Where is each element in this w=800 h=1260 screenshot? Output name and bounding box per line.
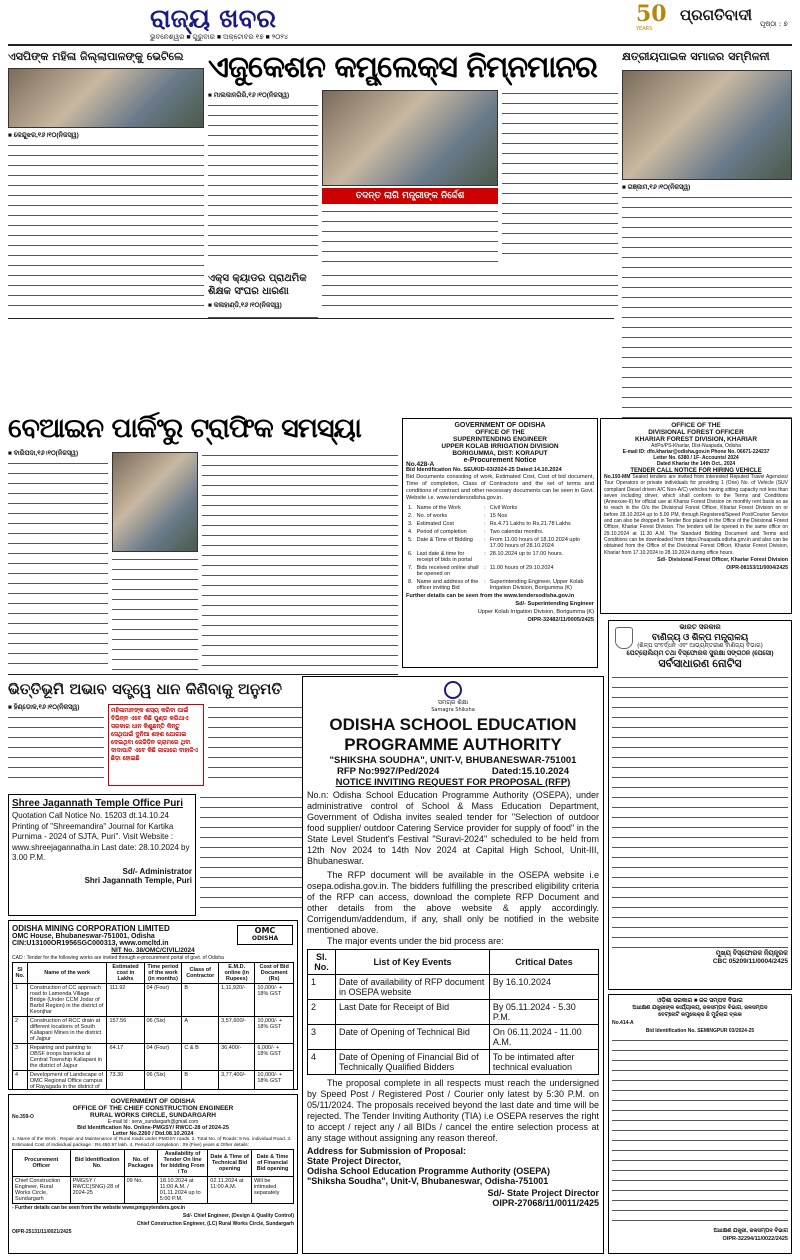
story3-dateline: ■ ଗଞ୍ଜାମ,୧୬।୧୦(ନିଜସ୍ୱ) bbox=[622, 184, 691, 191]
table-cell: 6,000/- + 18% GST bbox=[255, 1044, 294, 1071]
commerce-body bbox=[612, 674, 788, 950]
table-cell: 6. bbox=[408, 551, 413, 557]
table-cell: From 11.00 hours of 18.10.2024 upto 17.00 hours of 28.10.2024 bbox=[489, 537, 581, 549]
ad-upper-kolab bbox=[402, 418, 598, 668]
table-cell: 73.30 bbox=[107, 1071, 144, 1091]
table-cell: 3,77,400/- bbox=[219, 1071, 255, 1091]
story2-body-col2 bbox=[322, 208, 498, 264]
story6-dateline: ■ ହିଣ୍ଡୋଳ,୧୬।୧୦(ନିଜସ୍ୱ) bbox=[8, 704, 80, 711]
table-cell: Date & Time of Bidding bbox=[416, 537, 473, 543]
table-row bbox=[406, 512, 594, 520]
table-cell: Last date & time for receipt of bids in portal bbox=[416, 551, 472, 563]
story-sp-meets-collector bbox=[8, 48, 204, 314]
table-header-cell: Bid Identification No. bbox=[70, 1149, 124, 1176]
commerce-emblem-icon bbox=[615, 627, 633, 649]
ad-omc bbox=[8, 920, 298, 1090]
anniversary-number: 50 bbox=[636, 2, 667, 27]
table-cell: Repairing and painting to OBSF troops barracks at Central Township Kaliapani in the district of Jajpur bbox=[27, 1044, 107, 1071]
table-header-cell: Name of the work bbox=[27, 963, 107, 984]
story2-body-col3 bbox=[502, 90, 618, 262]
table-header-cell: Class of Contractor bbox=[182, 963, 219, 984]
ad-rw-l3: RURAL WORKS CIRCLE, SUNDARGARH bbox=[90, 1112, 216, 1119]
table-cell: 3. bbox=[408, 521, 413, 527]
story6-body-col1 bbox=[8, 714, 104, 786]
ad-kh-l7: Dated Khariar the 14th Oct., 2024 bbox=[656, 461, 736, 467]
story-teachers-dharana bbox=[208, 272, 618, 392]
story-education-complex bbox=[208, 48, 618, 268]
table-row bbox=[308, 975, 599, 1000]
table-cell: Period of completion bbox=[416, 529, 467, 535]
table-cell: Development of Landscape of OMC Regional Office campus of Rayagada in the district of bbox=[27, 1071, 107, 1091]
table-header-cell: Procurement Officer bbox=[13, 1149, 71, 1176]
osepa-t2: PROGRAMME AUTHORITY bbox=[344, 735, 562, 754]
ad-kh-l5: E-mail ID: dfo.khariar@odisha.gov.in Phone No. 06671-224237 bbox=[622, 449, 770, 455]
table-cell: 28.10.2024 up to 17.00 hours. bbox=[489, 551, 564, 557]
divider-1 bbox=[8, 318, 614, 319]
table-cell: Date of Opening of Technical Bid bbox=[336, 1025, 490, 1050]
table-header-cell: Sl. No. bbox=[308, 950, 336, 975]
ad-uk-l1: GOVERNMENT OF ODISHA bbox=[454, 422, 546, 429]
table-cell: B bbox=[182, 1071, 219, 1091]
story5-body-col3 bbox=[202, 452, 398, 670]
table-row bbox=[406, 564, 594, 578]
osepa-logo-l2: Samagra Shiksha bbox=[431, 707, 475, 713]
ad-omc-l2: OMC House, Bhubaneswar-751001, Odisha bbox=[12, 933, 155, 940]
ad-rw-l5: Bid Identification No. Online-PMGSY/ RWCC-28 of 2024-25 bbox=[77, 1125, 229, 1131]
commerce-l1: ଭାରତ ସରକାର bbox=[679, 624, 721, 631]
commerce-sign: ମୁଖ୍ୟ ବିସ୍ଫୋରକ ନିୟନ୍ତ୍ରକ bbox=[715, 950, 788, 957]
ad-omc-l3: CIN:U13100OR1956SGC000313, www.omcltd.in bbox=[12, 940, 169, 947]
commerce-l3: (ଶିଳ୍ପ ସଂବର୍ଦ୍ଧନ ଏବଂ ଆଭ୍ୟନ୍ତରୀଣ ବାଣିଜ୍ୟ ବିଭାଗ) bbox=[637, 643, 763, 649]
table-row bbox=[406, 528, 594, 536]
ad-rw-sign: Sd/- Chief Engineer, (Design & Quality Control) bbox=[182, 1212, 294, 1219]
story-illegal-parking bbox=[8, 412, 398, 670]
table-cell: By 16.10.2024 bbox=[489, 975, 598, 1000]
ad-uk-l4: UPPER KOLAB IRRIGATION DIVISION bbox=[441, 443, 559, 450]
osepa-oipr: OIPR-27068/11/0011/2425 bbox=[492, 1198, 599, 1208]
table-row bbox=[308, 1050, 599, 1075]
ad-uk-sign2: Upper Kolab Irrigation Division, Borigumma (K) bbox=[477, 609, 594, 615]
paper-name: ପ୍ରଗତିବାଦୀ bbox=[680, 6, 753, 24]
table-cell: Superintending Engineer, Upper Kolab Irrigation Division, Borigumma (K) bbox=[489, 579, 584, 591]
table-cell: 04 (Four) bbox=[144, 1044, 182, 1071]
table-cell: : bbox=[484, 565, 486, 571]
table-cell: A bbox=[182, 1017, 219, 1044]
table-row bbox=[406, 536, 594, 550]
table-cell: 02.11.2024 at 11:00 A.M. bbox=[208, 1176, 252, 1203]
table-header-cell: No. of Packages bbox=[124, 1149, 157, 1176]
ad-kh-l2: DIVISIONAL FOREST OFFICER bbox=[648, 429, 744, 436]
ad-kh-body-text: Sealed tenders are invited from interested Reputed Travel Agencies/ Tour Operators or private individuals for providing 1 (One) No. of Vehicle (SUV compliant Diesel driven A/C Non-A/C) vehicles having sitting capacity not less than seven including driver, which shall conform to the Terms and Conditions (Annexure-II) for official use at Khariar Forest Division on monthly rent basis so as to reach in the O/o the Divisional Forest Officer, Khariar Forest Division on or before 28.10.2024 up to 5.00 PM, through Registered/Speed Post/Courier Service and can also be dropped in Tender Box placed in the Office of the Divisional Forest Officer, Khariar Forest Division. The tenders will be opened in the same office on 29.10.2024 at 11.30 A.M. The Standard Bidding Document and Terms and Conditions can be downloaded from https://nuapada.odisha.gov.in and also can be obtained from the Office of the Divisional Forest Officer, Khariar Forest Division, Khariar from 17.10.2024 to 28.10.2024 during office hours. bbox=[604, 474, 789, 556]
ad-rw-foot: - Further details can be seen from the website www.pmgsytenders.gov.in bbox=[12, 1204, 186, 1211]
dateline: ଭୁବନେଶ୍ୱର ■ ଗୁରୁବାର ■ ଅକ୍ଟୋବର ୧୭ ■ ୨୦୨୪ bbox=[150, 34, 289, 41]
story4-headline: ଏକ୍ସ କ୍ୟାଡର ପ୍ରାଥମିକ ଶିକ୍ଷକ ସଂଘର ଧାରଣା bbox=[208, 273, 307, 297]
story5-dateline: ■ ବାରିପଦା,୧୬।୧୦(ନିଜସ୍ୱ) bbox=[8, 450, 79, 457]
table-cell: 36,400/- bbox=[219, 1044, 255, 1071]
ad-khariar-forest bbox=[600, 418, 792, 614]
table-header-cell: List of Key Events bbox=[336, 950, 490, 975]
wr-l2: ଅଧୀକ୍ଷଣ ଯନ୍ତ୍ରୀଙ୍କ କାର୍ଯ୍ୟାଳୟ, ଜଳସମ୍ପଦ ବିଭାଗ, ଜଳସମ୍ପଦ bbox=[632, 1005, 768, 1011]
table-cell: Will be intimated separately bbox=[251, 1176, 293, 1203]
table-cell: 1,11,920/- bbox=[219, 984, 255, 1017]
osepa-addr-title: Address for Submission of Proposal: bbox=[307, 1146, 467, 1156]
table-cell: To be intimated after technical evaluation bbox=[489, 1050, 598, 1075]
table-header-cell: Cost of Bid Document (Rs) bbox=[255, 963, 294, 984]
table-cell: : bbox=[484, 537, 486, 543]
table-cell: Date of Opening of Financial Bid of Technically Qualified Bidders bbox=[336, 1050, 490, 1075]
table-row bbox=[308, 1025, 599, 1050]
ad-rw-l4: E-mail Id : serw_sundargarh@gmail.com bbox=[107, 1119, 199, 1125]
table-header-cell: Availability of Tender On line for bidding From / To bbox=[157, 1149, 208, 1176]
ad-uk-footer: Further details can be seen from the www.tendersodisha.gov.in bbox=[406, 593, 575, 599]
story2-body-col1 bbox=[208, 102, 318, 262]
story3-headline: କ୍ଷତ୍ରୀୟପାଇକ ସମାଜର ସମ୍ମିଳନୀ bbox=[622, 50, 770, 63]
osepa-rfp-line bbox=[307, 766, 599, 777]
table-cell: Name and address of the officer inviting Bid bbox=[416, 579, 479, 591]
table-cell: 10,000/- + 18% GST bbox=[255, 1071, 294, 1091]
ad-water-resources bbox=[608, 994, 792, 1254]
table-cell: 1. bbox=[408, 505, 413, 511]
story4-body bbox=[322, 272, 618, 312]
ad-omc-table bbox=[12, 962, 294, 1090]
story-kshatriya-meet bbox=[622, 48, 792, 428]
osepa-rfp: RFP No:9927/Ped/2024 bbox=[337, 766, 440, 777]
osepa-p3: The major events under the bid process are: bbox=[327, 936, 504, 946]
table-cell: 3 bbox=[13, 1044, 28, 1071]
ad-jt-title: Shree Jagannath Temple Office Puri bbox=[12, 798, 183, 809]
wr-l3: ବେଟ୍ନୋଟି କମ୍ପ୍ଲେକ୍ସ ଜି ମୁହଁଲାଗ ବ୍ଲକ bbox=[658, 1012, 742, 1018]
ad-commerce-ministry bbox=[608, 620, 792, 990]
osepa-events-table bbox=[307, 949, 599, 1075]
table-cell: Estimated Cost bbox=[416, 521, 454, 527]
table-header-cell: E.M.D. online (in Rupees) bbox=[219, 963, 255, 984]
wr-no: No.414-A bbox=[612, 1020, 634, 1026]
omc-logo-text2: ODISHA bbox=[251, 935, 279, 942]
ad-kh-l3: KHARIAR FOREST DIVISION, KHARIAR bbox=[634, 436, 758, 443]
table-header-cell: Date & Time of Technical Bid opening bbox=[208, 1149, 252, 1176]
osepa-logo-l1: ସମଗ୍ର ଶିକ୍ଷା bbox=[437, 699, 469, 706]
story5-body-col2 bbox=[112, 556, 198, 670]
table-cell: : bbox=[484, 529, 486, 535]
table-cell: 09 No. bbox=[124, 1176, 157, 1203]
table-cell: 7. bbox=[408, 565, 413, 571]
table-row bbox=[308, 1000, 599, 1025]
table-row bbox=[406, 504, 594, 512]
story3-photo bbox=[622, 70, 792, 180]
table-cell: PMGSY / RWCC(SNG)-28 of 2024-25 bbox=[70, 1176, 124, 1203]
story3-body bbox=[622, 194, 792, 428]
ad-kh-body bbox=[604, 474, 788, 556]
ad-kh-oipr: OIPR-08153/11/0004/2425 bbox=[726, 564, 788, 571]
ad-uk-l6: e-Procurement Notice bbox=[463, 457, 537, 464]
osepa-addr: "SHIKSHA SOUDHA", UNIT-V, BHUBANESWAR-751001 bbox=[329, 755, 577, 766]
table-cell: : bbox=[484, 513, 486, 519]
table-cell: 3,57,600/- bbox=[219, 1017, 255, 1044]
table-cell: 2 bbox=[308, 1000, 336, 1025]
table-cell: 06 (Six) bbox=[144, 1017, 182, 1044]
table-header-cell: Time period of the work (in months) bbox=[144, 963, 182, 984]
ad-jt-body: Quotation Call Notice No. 15203 dt.14.10.24 Printing of "Shreemandira" Journal for Kartika Purnima - 2024 of SJTA, Puri". Visit Website : www.shreejagannatha.in Last date: 28.10.2024 by 3.00 P.M. bbox=[12, 811, 190, 862]
ad-uk-bid: Bid Identification No. SEUKID-03/2024-25 Dated:14.10.2024 bbox=[406, 467, 562, 473]
ad-uk-sign: Sd/- Superintending Engineer bbox=[515, 601, 594, 607]
divider-2 bbox=[8, 674, 398, 675]
table-cell: : bbox=[484, 521, 486, 527]
story2-headline: ଏଜୁକେଶନ କମ୍ପ୍ଲେକ୍ସ ନିମ୍ନମାନର bbox=[208, 50, 597, 85]
ad-uk-l3: SUPERINTENDING ENGINEER bbox=[453, 436, 547, 443]
page-number: ପୃଷ୍ଠା : ୭ bbox=[760, 20, 788, 28]
table-cell: B bbox=[182, 984, 219, 1017]
osepa-dated: Dated:15.10.2024 bbox=[491, 766, 569, 777]
ad-omc-cad: CAD : Tender for the following works are invited through e-procurement portal of govt. of Odisha bbox=[12, 955, 224, 961]
ad-rw-l1: GOVERNMENT OF ODISHA bbox=[110, 1098, 196, 1105]
story1-body bbox=[8, 142, 204, 314]
osepa-notice: NOTICE INVITING REQUEST FOR PROPOSAL (RFP) bbox=[335, 777, 571, 788]
table-row bbox=[406, 520, 594, 528]
table-cell: 11.00 hours of 29.10.2024 bbox=[489, 565, 554, 571]
ad-jt-sign1: Sd/- Administrator bbox=[122, 866, 192, 876]
table-cell: 2. bbox=[408, 513, 413, 519]
table-cell: 04 (Four) bbox=[144, 984, 182, 1017]
omc-logo-text: OMC bbox=[254, 926, 276, 935]
ad-kh-title: TENDER CALL NOTICE FOR HIRING VEHICLE bbox=[630, 468, 762, 474]
ad-jt-sign2: Shri Jagannath Temple, Puri bbox=[84, 875, 192, 885]
wr-l1: ଓଡ଼ିଶା ସରକାର ■ ଜଳ ସମ୍ପଦ ବିଭାଗ bbox=[657, 998, 743, 1004]
story1-photo bbox=[8, 68, 204, 128]
anniversary-logo bbox=[636, 2, 676, 40]
table-cell: Construction of CC approach road to Lamenda Village Bridge (Under CCM Jodar of Barbil Region) in the district of Keonjhar bbox=[27, 984, 107, 1017]
ad-rw-l6: Letter No.2260 / Dtd.08.10.2024 bbox=[112, 1131, 194, 1137]
ad-rw-no: No.359-O bbox=[12, 1114, 34, 1120]
story6-headline: ଭିତ୍ତିଭୂମି ଅଭାବ ସତ୍ତ୍ୱେ ଧାନ କିଣିବାକୁ ଅନୁମତି bbox=[8, 680, 283, 698]
table-header-cell: Estimated cost in Lakhs bbox=[107, 963, 144, 984]
osepa-logo-icon bbox=[444, 681, 462, 699]
ad-rw-table bbox=[12, 1149, 294, 1204]
table-cell: 15 Nos bbox=[489, 513, 508, 519]
masthead bbox=[0, 0, 800, 44]
table-cell: On 06.11.2024 - 11.00 A.M. bbox=[489, 1025, 598, 1050]
table-cell: 4 bbox=[308, 1050, 336, 1075]
table-cell: 18.10.2024 at 11:00 A.M. / 01.11.2024 up to 5:00 P.M. bbox=[157, 1176, 208, 1203]
table-cell: Name of the Work bbox=[416, 505, 461, 511]
table-cell: No. of works bbox=[416, 513, 448, 519]
ad-kh-sign: Sd/- Divisional Forest Officer, Khariar Forest Division bbox=[657, 556, 788, 563]
wr-bid: Bid Identification No. SEMINGPUR 03/2024-25 bbox=[645, 1028, 755, 1034]
story2-photo bbox=[322, 90, 498, 186]
omc-logo bbox=[237, 925, 293, 945]
ad-uk-l2: OFFICE OF THE bbox=[475, 429, 525, 436]
wr-body bbox=[612, 1037, 788, 1227]
table-cell: Bids received online shall be opened on bbox=[416, 565, 479, 577]
table-row bbox=[13, 984, 294, 1017]
table-cell: 1 bbox=[13, 984, 28, 1017]
wr-sign: ଅଧୀକ୍ଷଣ ଯନ୍ତ୍ରୀ, ଜଳସମ୍ପଦ ବିଭାଗ bbox=[713, 1228, 788, 1234]
osepa-logo bbox=[307, 681, 599, 715]
osepa-addr3: "Shiksha Soudha", Unit-V, Bhubaneswar, Odisha-751001 bbox=[307, 1176, 549, 1186]
ad-uk-table bbox=[406, 504, 594, 592]
story1-headline: ଏସପିଙ୍କ ମହିଳା ଜିଲ୍ଲାପାଳଙ୍କୁ ଭେଟିଲେ bbox=[8, 50, 184, 63]
table-cell: 06 (Six) bbox=[144, 1071, 182, 1091]
story2-dateline: ■ ମାଲକାନଗିରି,୧୬।୧୦(ନିଜସ୍ୱ) bbox=[208, 92, 290, 99]
table-cell: : bbox=[484, 551, 486, 557]
table-row bbox=[13, 1017, 294, 1044]
table-cell: 8. bbox=[408, 579, 413, 585]
table-cell: 157.56 bbox=[107, 1017, 144, 1044]
ad-omc-l1: ODISHA MINING CORPORATION LIMITED bbox=[12, 924, 170, 933]
table-cell: Two calendar months. bbox=[489, 529, 544, 535]
ad-uk-no: No.428-A bbox=[406, 461, 435, 468]
ad-jagannath-temple bbox=[8, 794, 196, 916]
table-cell: C & B bbox=[182, 1044, 219, 1071]
table-cell: 10,000/- + 18% GST bbox=[255, 984, 294, 1017]
osepa-p2: The RFP document will be available in the OSEPA website i.e osepa.odisha.gov.in. The bidders fulfilling the prescribed eligibility criteria of the RFP can access, download the complete RFP Document and other details from the above website & apply accordingly. Corrigendum/addendum, if any, shall only be notified in the website mentioned above. bbox=[307, 870, 599, 935]
table-cell: : bbox=[484, 505, 486, 511]
ad-uk-body: Bid Documents consisting of work, Estimated Cost, Cost of bid document, Time of completion, Class of Contractors and the set of terms and conditions of contract and other necessary documents can be seen in Govt. Website i.e. www.tendersodisha.gov.in. bbox=[406, 474, 594, 501]
table-cell: By 05.11.2024 - 5.30 P.M. bbox=[489, 1000, 598, 1025]
masthead-rule bbox=[8, 44, 792, 46]
table-cell: Civil Works bbox=[489, 505, 518, 511]
ad-rw-sign2: Chief Construction Engineer, (LC) Rural Works Circle, Sundargarh bbox=[136, 1220, 294, 1227]
table-cell: 4. bbox=[408, 529, 413, 535]
ad-omc-nit: NIT No. 38/OMC/CIVIL/2024 bbox=[111, 947, 195, 954]
story5-body-col1 bbox=[8, 460, 108, 670]
osepa-p1: No.n: Odisha School Education Programme Authority (OSEPA), under administrative control of School & Mass Education Department, Government of Odisha invites sealed tender for "Selection of outdoor food supplier/ outdoor Catering Service provider for supply of food" in the State Level Student's Festival "Suravi-2024" scheduled to be held from 12th Nov 2024 to 14th Nov 2024 at Capital High School, Unit-III, Bhubaneswar. bbox=[307, 790, 599, 866]
table-cell: 64.17 bbox=[107, 1044, 144, 1071]
commerce-oipr: CBC 05209/11/0004/2425 bbox=[712, 958, 788, 965]
story2-photo-caption: ତଦନ୍ତ ଲାଗି ମନ୍ତ୍ରୀଙ୍କ ନିର୍ଦ୍ଦେଶ bbox=[322, 188, 498, 204]
table-header-cell: Date & Time of Financial Bid opening bbox=[251, 1149, 293, 1176]
ad-kh-l1: OFFICE OF THE bbox=[671, 422, 721, 429]
table-cell: 111.92 bbox=[107, 984, 144, 1017]
ad-rural-works bbox=[8, 1094, 298, 1254]
osepa-addr2: Odisha School Education Programme Authority (OSEPA) bbox=[307, 1166, 551, 1176]
ad-kh-l6: Letter No. 6380 / 1F- Accounts/ 2024 bbox=[653, 455, 739, 461]
osepa-addr1: State Project Director, bbox=[307, 1156, 402, 1166]
table-cell: Rs.4.71 Lakhs to Rs.21.78 Lakhs bbox=[489, 521, 571, 527]
story4-dateline: ■ କଳାହାଣ୍ଡି,୧୬।୧୦(ନିଜସ୍ୱ) bbox=[208, 302, 282, 309]
commerce-l2: ବାଣିଜ୍ୟ ଓ ଶିଳ୍ପ ମନ୍ତ୍ରାଳୟ bbox=[651, 632, 749, 642]
story6-callout: ମହିଳାମାନଙ୍କ ଶସ୍ୟ କରିବା ପାଇଁ ବିଭିନ୍ନ ଏବେ କିଛି ପୁଣ୍ଡ କରିଥାଏ ସରକାର ଧାନ କିଣୁଛନ୍ତି କିନ୍ତୁ ସେଥିପାଇଁ ଦୁନିଆ ଶହଶ ଯୋଗାଇ ଦେଇଥିବା ଜେଜିଡ଼ିନ ଗ୍ରାମରେ ଥିବା ଦାଦାପାଟି ଏବେ କିଛି ଜାଗାରେ ବାହାଳିଏ ଛିଡ଼ା ହୋଇଛି bbox=[108, 704, 204, 786]
osepa-p4: The proposal complete in all respects must reach the undersigned by Speed Post / Registered Post / Courier only latest by 5:30 P.M. on 05/11/2024. The proposals received beyond the last date and time will be rejected. The Tender Inviting Authority (TIA) i.e OSEPA reserves the right to accept / reject any / all BIDs / cancel the entire selection process at any stage without assigning any reason thereof. bbox=[307, 1078, 599, 1143]
osepa-t1: ODISHA SCHOOL EDUCATION bbox=[329, 715, 577, 734]
table-header-cell: Critical Dates bbox=[489, 950, 598, 975]
commerce-title: ସର୍ବସାଧାରଣ ନୋଟିସ bbox=[658, 658, 742, 670]
ad-rw-body: 1. Name of the Work : Repair and Maintenance of Rural roads under PMGSY roads. 2. Total No. of Roads: 9 No. individual Road. 3. Estimated Cost of Individual package : Rs.450.97 lakh. 4. Period of completion : 09 (Five) years & Other details: bbox=[12, 1137, 292, 1148]
table-row bbox=[406, 578, 594, 592]
commerce-l4: ପେଟ୍ରୋଲିୟମ ତଥା ବିସ୍ଫୋରକ ସୁରକ୍ଷା ସଙ୍ଗଠନ (ପେସୋ) bbox=[626, 650, 774, 657]
story5-headline: ବେଆଇନ ପାର୍କିଂରୁ ଟ୍ରାଫିକ ସମସ୍ୟା bbox=[8, 413, 361, 444]
wr-oipr: OIPR-32294/11/0022/2425 bbox=[722, 1236, 788, 1242]
table-row bbox=[13, 1071, 294, 1091]
story5-photo bbox=[112, 452, 198, 552]
table-cell: 3 bbox=[308, 1025, 336, 1050]
table-cell: Date of availability of RFP document in OSEPA website bbox=[336, 975, 490, 1000]
anniversary-word: YEARS bbox=[636, 26, 653, 32]
ad-uk-l5: BORIGUMMA, DIST: KORAPUT bbox=[452, 450, 548, 457]
table-cell: 1 bbox=[308, 975, 336, 1000]
table-cell: 2 bbox=[13, 1017, 28, 1044]
ad-osepa bbox=[302, 676, 604, 1254]
section-title: ରାଜ୍ୟ ଖବର bbox=[150, 4, 277, 34]
table-row bbox=[406, 550, 594, 564]
table-header-cell: Sl No. bbox=[13, 963, 28, 984]
story1-dateline: ■ କେନ୍ଦୁଝର,୧୬।୧୦(ନିଜସ୍ୱ) bbox=[8, 132, 79, 139]
ad-uk-oipr: OIPR-32482/11/0005/2425 bbox=[527, 617, 594, 623]
ad-rw-oipr: OIPR-25131/11/0021/2425 bbox=[12, 1228, 72, 1235]
ad-rw-l2: OFFICE OF THE CHIEF CONSTRUCTION ENGINEER bbox=[72, 1105, 234, 1112]
table-cell: Construction of RCC drain at different locations of South Kaliapani Mines in the district of Jajpur bbox=[27, 1017, 107, 1044]
table-cell: Last Date for Receipt of Bid bbox=[336, 1000, 490, 1025]
ad-kh-no: No.193-MM bbox=[604, 474, 631, 480]
table-cell: : bbox=[484, 579, 486, 585]
table-cell: 10,000/- + 18% GST bbox=[255, 1017, 294, 1044]
osepa-sign: Sd/- State Project Director bbox=[487, 1188, 599, 1198]
ad-kh-l4: At/Po/PS-Khariar, Dist-Nuapada, Odisha bbox=[651, 443, 741, 449]
table-row bbox=[13, 1044, 294, 1071]
table-cell: 5. bbox=[408, 537, 413, 543]
table-cell: 4 bbox=[13, 1071, 28, 1091]
table-cell: Chief Construction Engineer, Rural Works Circle, Sundargarh bbox=[13, 1176, 71, 1203]
